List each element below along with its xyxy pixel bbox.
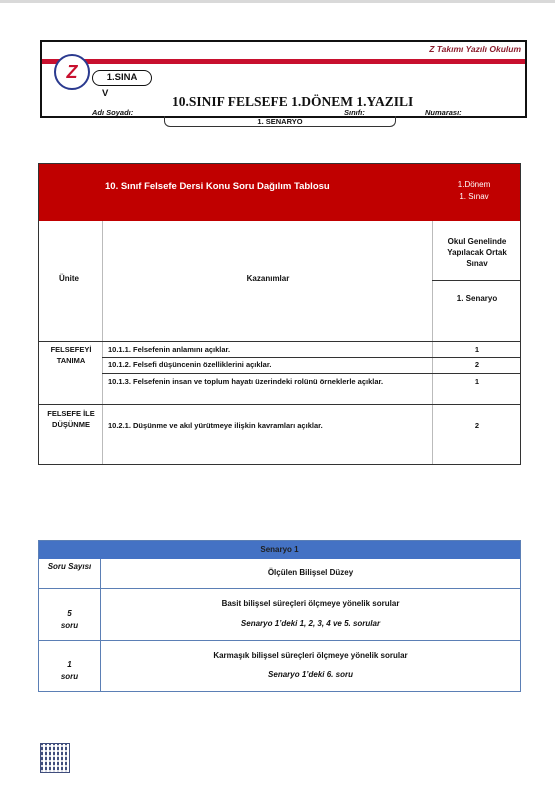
exam-title: 10.SINIF FELSEFE 1.DÖNEM 1.YAZILI (172, 94, 414, 109)
divider (39, 640, 520, 641)
level-description: Basit bilişsel süreçleri ölçmeye yönelik sorular (221, 599, 400, 608)
level-description: Karmaşık bilişsel süreçleri ölçmeye yönelik sorular (213, 651, 408, 660)
question-count: 1 (474, 345, 480, 354)
divider (102, 357, 520, 358)
level-detail: Senaryo 1’deki 1, 2, 3, 4 ve 5. sorular (240, 619, 381, 628)
z-logo-icon: Z (54, 54, 90, 90)
table-header-bar (39, 164, 520, 221)
question-count: 2 (474, 421, 480, 430)
column-header-okul: Okul Genelinde Yapılacak Ortak Sınav (447, 237, 507, 268)
school-name: Z Takımı Yazılı Okulum (429, 44, 521, 54)
class-badge-line2: V (102, 88, 109, 99)
question-count: 2 (474, 360, 480, 369)
unit-name: FELSEFEYİ TANIMA (50, 345, 92, 365)
question-count-cell: 5 soru (60, 609, 79, 630)
divider (39, 588, 520, 589)
page-top-border (0, 0, 555, 3)
scenario-table (38, 540, 521, 692)
divider (39, 404, 520, 405)
divider (39, 341, 520, 342)
divider (102, 221, 103, 464)
divider (432, 221, 433, 464)
qr-code-icon (40, 743, 70, 773)
divider (432, 280, 520, 281)
column-header-unite: Ünite (59, 274, 79, 283)
column-header-soru-sayisi: Soru Sayısı (47, 562, 92, 571)
unit-name: FELSEFE İLE DÜŞÜNME (47, 409, 95, 429)
question-count-cell: 1 soru (60, 660, 79, 681)
table-title: 10. Sınıf Felsefe Dersi Konu Soru Dağılım Tablosu (105, 181, 330, 192)
class-badge: 1.SINA (92, 70, 152, 86)
scenario-table-title: Senaryo 1 (39, 541, 520, 559)
divider (102, 373, 520, 374)
exam-header (40, 40, 527, 118)
header-red-band (42, 59, 525, 64)
kazanim-text: 10.2.1. Düşünme ve akıl yürütmeye ilişkin kavramları açıklar. (108, 421, 323, 430)
name-label: Adı Soyadı: (92, 108, 134, 117)
scenario-tab: 1. SENARYO (164, 116, 396, 127)
level-detail: Senaryo 1’deki 6. soru (268, 670, 353, 679)
column-header-bilissel: Ölçülen Bilişsel Düzey (267, 568, 354, 577)
kazanim-text: 10.1.3. Felsefenin insan ve toplum hayatı üzerindeki rolünü örneklerle açıklar. (108, 377, 384, 386)
column-header-kazanimlar: Kazanımlar (246, 274, 290, 283)
distribution-table (38, 163, 521, 465)
class-label: Sınıfı: (344, 108, 365, 117)
kazanim-text: 10.1.1. Felsefenin anlamını açıklar. (108, 345, 231, 354)
column-header-senaryo: 1. Senaryo (456, 294, 498, 303)
term-label: 1.Dönem 1. Sınav (457, 180, 491, 201)
number-label: Numarası: (425, 108, 462, 117)
kazanim-text: 10.1.2. Felsefi düşüncenin özelliklerini açıklar. (108, 360, 272, 369)
question-count: 1 (474, 377, 480, 386)
